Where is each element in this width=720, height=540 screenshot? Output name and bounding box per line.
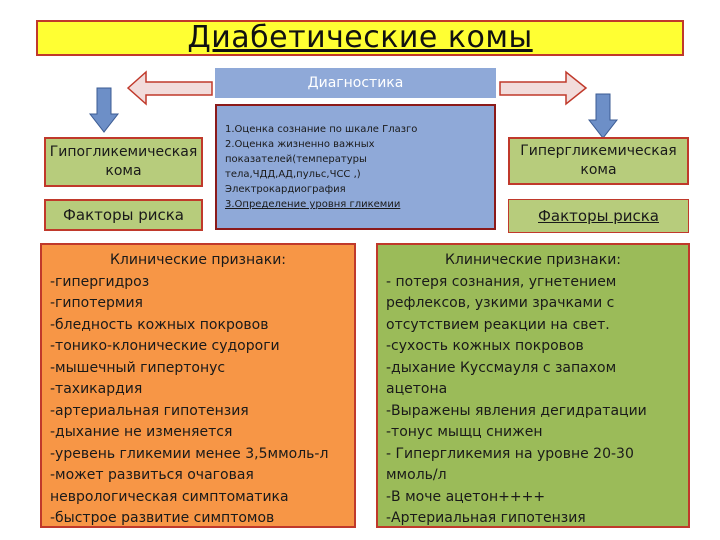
- hyper-coma-label: [508, 137, 689, 185]
- hypo-sign: -тахикардия: [50, 381, 143, 397]
- hypo-sign: -артериальная гипотензия: [50, 402, 249, 419]
- hyper-sign: -тонус мыщц снижен: [386, 424, 543, 440]
- arrow-right-icon: [500, 72, 586, 104]
- hypo-signs-title: Клинические признаки:: [109, 252, 287, 268]
- hypo-sign: -может развиться очаговая: [50, 467, 254, 483]
- title-bar: [36, 20, 684, 56]
- hyper-sign: отсутствием реакции на свет.: [386, 316, 610, 333]
- diagnostics-header-label: Диагностика: [307, 75, 404, 91]
- hypo-sign: неврологическая симптоматика: [50, 488, 289, 505]
- hyper-sign: -Выражены явления дегидратации: [386, 402, 647, 419]
- hypo-sign: -быстрое развитие симптомов: [50, 510, 275, 526]
- hyper-sign: -дыхание Куссмауля с запахом: [386, 359, 617, 376]
- diagnostics-item: тела,ЧДД,АД,пульс,ЧСС ,): [225, 169, 361, 180]
- hyper-sign: ммоль/л: [386, 467, 447, 483]
- diagnostics-item: 3.Определение уровня гликемии: [225, 199, 401, 210]
- hypo-sign: -тонико-клонические судороги: [50, 338, 280, 354]
- diagnostics-item: показателей(температуры: [225, 154, 367, 165]
- hyper-sign: - Гипергликемия на уровне 20-30: [386, 445, 634, 462]
- hyper-signs-title: Клинические признаки:: [444, 252, 622, 268]
- hypo-risk-text: Факторы риска: [63, 206, 184, 224]
- hypo-sign: -мышечный гипертонус: [50, 359, 226, 376]
- hypo-sign: -бледность кожных покровов: [50, 316, 269, 333]
- hyper-sign: - потеря сознания, угнетением: [386, 273, 617, 290]
- diagnostics-item: 2.Оценка жизненно важных: [225, 139, 375, 150]
- hypo-sign: -гипергидроз: [50, 273, 150, 290]
- hypo-sign: -дыхание не изменяется: [50, 424, 233, 440]
- hyper-risk-text: Факторы риска: [538, 207, 659, 225]
- hyper-signs-box: [376, 243, 690, 528]
- hyper-risk-factors: [508, 199, 689, 233]
- hyper-coma-text: Гипергликемическая кома: [520, 143, 677, 178]
- hypo-coma-text: Гипогликемическая кома: [49, 144, 198, 179]
- hyper-sign: -Артериальная гипотензия: [386, 510, 586, 526]
- hyper-sign: -сухость кожных покровов: [386, 338, 584, 354]
- diagnostics-item: 1.Оценка сознание по шкале Глазго: [225, 124, 418, 135]
- diagnostics-box: [215, 104, 496, 230]
- hypo-signs-box: [40, 243, 356, 528]
- arrow-left-icon: [128, 72, 212, 104]
- hyper-sign: ацетона: [386, 381, 448, 397]
- hypo-risk-factors: [44, 199, 203, 231]
- hypo-sign: -гипотермия: [50, 295, 143, 311]
- hypo-coma-label: [44, 137, 203, 187]
- diagnostics-item: Электрокардиография: [225, 184, 346, 195]
- arrow-down-icon: [589, 94, 617, 138]
- page-title: Диабетические комы: [187, 20, 533, 55]
- hyper-sign: рефлексов, узкими зрачками с: [386, 295, 615, 311]
- arrow-down-icon: [90, 88, 118, 132]
- hyper-sign: -В моче ацетон++++: [386, 488, 546, 505]
- hypo-sign: -уревень гликемии менее 3,5ммоль-л: [50, 445, 329, 462]
- diagnostics-header: [215, 68, 496, 98]
